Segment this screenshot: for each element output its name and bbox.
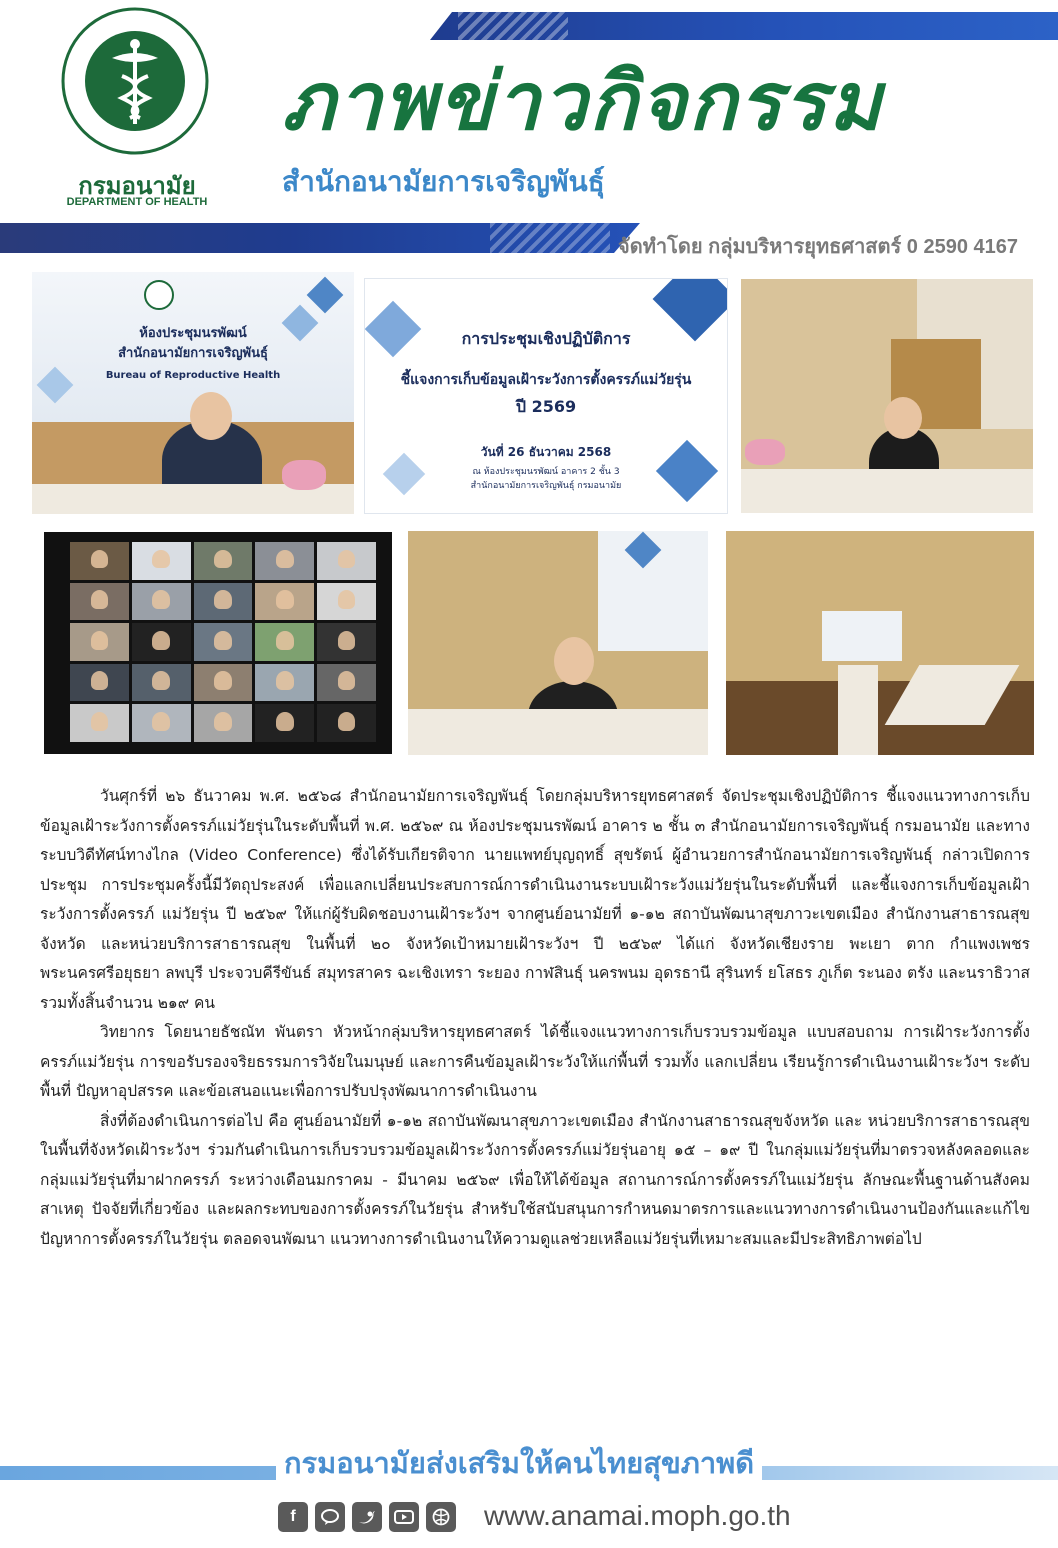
line-icon[interactable] [315,1502,345,1532]
photo-chairperson [741,279,1033,513]
room-sign-line-1: ห้องประชุมนรพัฒน์ [139,326,247,341]
photo-meeting-banner [364,278,728,514]
department-name: กรมอนามัย [78,173,196,200]
facebook-icon[interactable]: f [278,1502,308,1532]
header-stripe-top [430,12,1058,40]
credit-line: จัดทำโดย กลุ่มบริหารยุทธศาสตร์ 0 2590 4167 [618,236,1019,258]
article-paragraph-3: สิ่งที่ต้องดำเนินการต่อไป คือ ศูนย์อนามัยที่ ๑-๑๒ สถาบันพัฒนาสุขภาวะเขตเมือง สำนักงานสาธารณสุขจังหวัด และ หน่วยบริการสาธารณสุขในพื้นที่จังหวัดเฝ้าระวังฯ ร่วมกันดำเนินการเก็บรวบรวมข้อมูลเฝ้าระวังการตั้งครรภ์แม่วัยรุ่นอายุ ๑๕ – ๑๙ ปี ในกลุ่มแม่วัยรุ่นที่มาตรวจหลังคลอดและกลุ่มแม่วัยรุ่นที่มาฝากครรภ์ ระหว่างเดือนมกราคม - มีนาคม ๒๕๖๙ เพื่อให้ได้ข้อมูล สถานการณ์การตั้งครรภ์ในแม่วัยรุ่น ลักษณะพื้นฐานด้านสังคม สาเหตุ ปัจจัยที่เกี่ยวข้อง และผลกระทบของการตั้งครรภ์ในวัยรุ่น สำหรับใช้สนับสนุนการกำหนดมาตรการและแนวทางการดำเนินงานป้องกันและแก้ไขปัญหาการตั้งครรภ์ในวัยรุ่น ตลอดจนพัฒนา แนวทางการดำเนินงานให้ความดูแลช่วยเหลือแม่วัยรุ่นที่เหมาะสมและมีประสิทธิภาพต่อไป [40,1111,1030,1248]
banner-line-6: สำนักอนามัยการเจริญพันธุ์ กรมอนามัย [470,481,622,491]
photo-speaker-presenter [408,531,708,755]
twitter-icon[interactable] [352,1502,382,1532]
photo-speaker-room [32,272,354,514]
banner-line-3: ปี 2569 [515,397,577,416]
department-name-en: DEPARTMENT OF HEALTH [66,196,208,208]
banner-line-5: ณ ห้องประชุมนรพัฒน์ อาคาร 2 ชั้น 3 [472,467,620,477]
room-seal-icon [144,280,174,310]
room-sign-line-3: Bureau of Reproductive Health [105,370,281,381]
article-paragraph-2: วิทยากร โดยนายธัชณัท พันตรา หัวหน้ากลุ่มบริหารยุทธศาสตร์ ได้ชี้แจงแนวทางการเก็บรวบรวมข้อมูล แบบสอบถาม การเฝ้าระวังการตั้งครรภ์แม่วัยรุ่น การขอรับรองจริยธรรมการวิจัยในมนุษย์ และการคืนข้อมูลเฝ้าระวังให้แก่พื้นที่ รวมทั้ง แลกเปลี่ยน เรียนรู้การดำเนินงานเฝ้าระวังฯ ระดับพื้นที่ ปัญหาอุปสรรค และข้อเสนอแนะเพื่อการปรับปรุงพัฒนาการดำเนินงาน [40,1023,1030,1100]
department-logo [60,6,214,208]
room-sign-line-2: สำนักอนามัยการเจริญพันธุ์ [118,346,268,361]
photo-meeting-room [726,531,1034,755]
website-link[interactable]: www.anamai.moph.go.th [484,1500,791,1531]
banner-line-2: ชี้แจงการเก็บข้อมูลเฝ้าระวังการตั้งครรภ์แม่วัยรุ่น [400,372,692,388]
banner-line-4: วันที่ 26 ธันวาคม 2568 [480,445,612,459]
footer-slogan: กรมอนามัยส่งเสริมให้คนไทยสุขภาพดี [276,1440,762,1486]
youtube-icon[interactable] [389,1502,419,1532]
web-icon[interactable] [426,1502,456,1532]
social-links [278,1502,456,1532]
page-title: ภาพข่าวกิจกรรม [282,55,884,148]
article-paragraph-1: วันศุกร์ที่ ๒๖ ธันวาคม พ.ศ. ๒๕๖๘ สำนักอนามัยการเจริญพันธุ์ โดยกลุ่มบริหารยุทธศาสตร์ จัดประชุมเชิงปฏิบัติการ ชี้แจงแนวทางการเก็บข้อมูลเฝ้าระวังการตั้งครรภ์แม่วัยรุ่นในระดับพื้นที่ พ.ศ. ๒๕๖๙ ณ ห้องประชุมนรพัฒน์ อาคาร ๒ ชั้น ๓ สำนักอนามัยการเจริญพันธุ์ กรมอนามัย และทางระบบวิดีทัศน์ทางไกล (Video Conference) ซึ่งได้รับเกียรติจาก นายแพทย์บุญฤทธิ์ สุขรัตน์ ผู้อำนวยการสำนักอนามัยการเจริญพันธุ์ กล่าวเปิดการประชุม การประชุมครั้งนี้มีวัตถุประสงค์ เพื่อแลกเปลี่ยนประสบการณ์การดำเนินงานระบบเฝ้าระวังแม่วัยรุ่นในระดับพื้นที่ และชี้แจงการเก็บข้อมูลเฝ้าระวังการตั้งครรภ์ แม่วัยรุ่น ปี ๒๕๖๙ ให้แก่ผู้รับผิดชอบงานเฝ้าระวังฯ จากศูนย์อนามัยที่ ๑-๑๒ สถาบันพัฒนาสุขภาวะเขตเมือง สำนักงานสาธารณสุขจังหวัด และหน่วยบริการสาธารณสุข ในพื้นที่ ๒๐ จังหวัดเป้าหมายเฝ้าระวังฯ ปี ๒๕๖๙ ได้แก่ จังหวัดเชียงราย พะเยา ตาก กำแพงเพชร พระนครศรีอยุธยา ลพบุรี ประจวบคีรีขันธ์ สมุทรสาคร ฉะเชิงเทรา ระยอง กาฬสินธุ์ นครพนม อุดรธานี สุรินทร์ ยโสธร ภูเก็ต ระนอง ตรัง และนราธิวาส รวมทั้งสิ้นจำนวน ๒๑๙ คน [40,787,1030,1012]
ministry-seal-icon [60,6,210,156]
photo-video-conference [44,532,392,754]
page-subtitle: สำนักอนามัยการเจริญพันธุ์ [282,165,605,198]
article-body [40,782,1030,1254]
header-stripe-middle [0,223,640,253]
banner-line-1: การประชุมเชิงปฏิบัติการ [461,329,631,348]
